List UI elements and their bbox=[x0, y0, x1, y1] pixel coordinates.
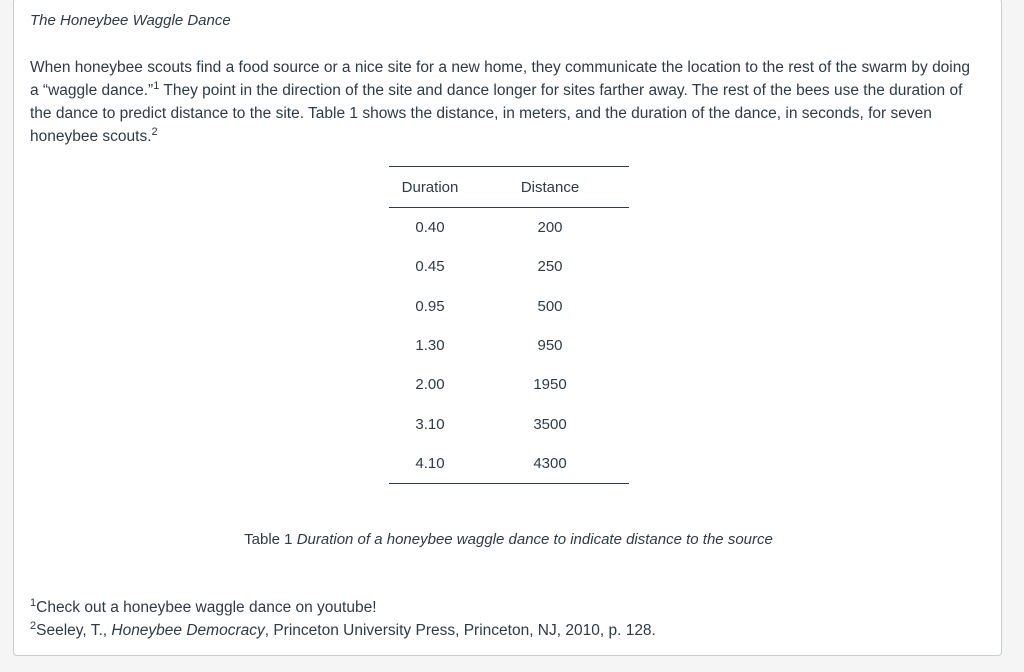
intro-text-part1: When honeybee scouts find a food source or a nice site for a new home, they communicate the location to the rest of the swarm by doing a “waggle dance.” bbox=[30, 59, 970, 99]
header-duration: Duration bbox=[389, 167, 471, 208]
cell-distance: 500 bbox=[537, 297, 563, 315]
cell-distance: 4300 bbox=[471, 444, 629, 484]
cell-distance: 200 bbox=[537, 219, 563, 237]
table-row bbox=[389, 444, 629, 484]
cell-distance: 950 bbox=[537, 337, 563, 355]
table-header-row bbox=[389, 167, 629, 208]
content-card bbox=[13, 0, 1002, 656]
table-row bbox=[389, 326, 629, 365]
footnote-ref-2: 2 bbox=[151, 125, 158, 138]
cell-duration: 0.45 bbox=[415, 258, 445, 276]
caption-label: Table 1 bbox=[244, 531, 297, 548]
footnote-1 bbox=[30, 596, 656, 619]
cell-distance: 3500 bbox=[533, 415, 567, 433]
table-row bbox=[389, 208, 629, 248]
footnote-2-book-title: Honeybee Democracy bbox=[111, 622, 265, 639]
footnote-ref-1: 1 bbox=[153, 79, 160, 92]
table-row bbox=[389, 404, 629, 443]
cell-duration: 1.30 bbox=[415, 337, 445, 355]
table-row bbox=[389, 287, 629, 326]
page-title: The Honeybee Waggle Dance bbox=[30, 12, 231, 29]
table-row bbox=[389, 365, 629, 404]
waggle-dance-table bbox=[389, 166, 629, 484]
table-row bbox=[389, 247, 629, 286]
footnote-2 bbox=[30, 619, 656, 642]
footnotes bbox=[30, 596, 656, 642]
footnote-mark-2: 2 bbox=[30, 619, 37, 632]
footnote-1-text: Check out a honeybee waggle dance on youtube! bbox=[36, 599, 377, 616]
table-caption bbox=[14, 531, 1003, 548]
cell-duration: 0.40 bbox=[415, 219, 445, 237]
intro-text-part2: They point in the direction of the site and dance longer for sites farther away. The rest of the bees use the duration of the dance to predict distance to the site. Table 1 shows the distance, in meters, and the duration of the dance, in seconds, for seven honeybee scouts. bbox=[30, 82, 963, 145]
cell-distance: 1950 bbox=[533, 376, 567, 394]
cell-duration: 0.95 bbox=[415, 297, 445, 315]
footnote-2-post: , Princeton University Press, Princeton, NJ, 2010, p. 128. bbox=[264, 622, 656, 639]
cell-distance: 250 bbox=[537, 258, 563, 276]
cell-duration: 3.10 bbox=[415, 415, 445, 433]
footnote-mark-1: 1 bbox=[30, 596, 37, 609]
cell-duration: 4.10 bbox=[389, 444, 471, 484]
header-distance: Distance bbox=[471, 167, 629, 208]
cell-duration: 2.00 bbox=[415, 376, 445, 394]
intro-paragraph bbox=[30, 56, 980, 148]
footnote-2-pre: Seeley, T., bbox=[36, 622, 112, 639]
caption-text: Duration of a honeybee waggle dance to indicate distance to the source bbox=[296, 531, 773, 548]
